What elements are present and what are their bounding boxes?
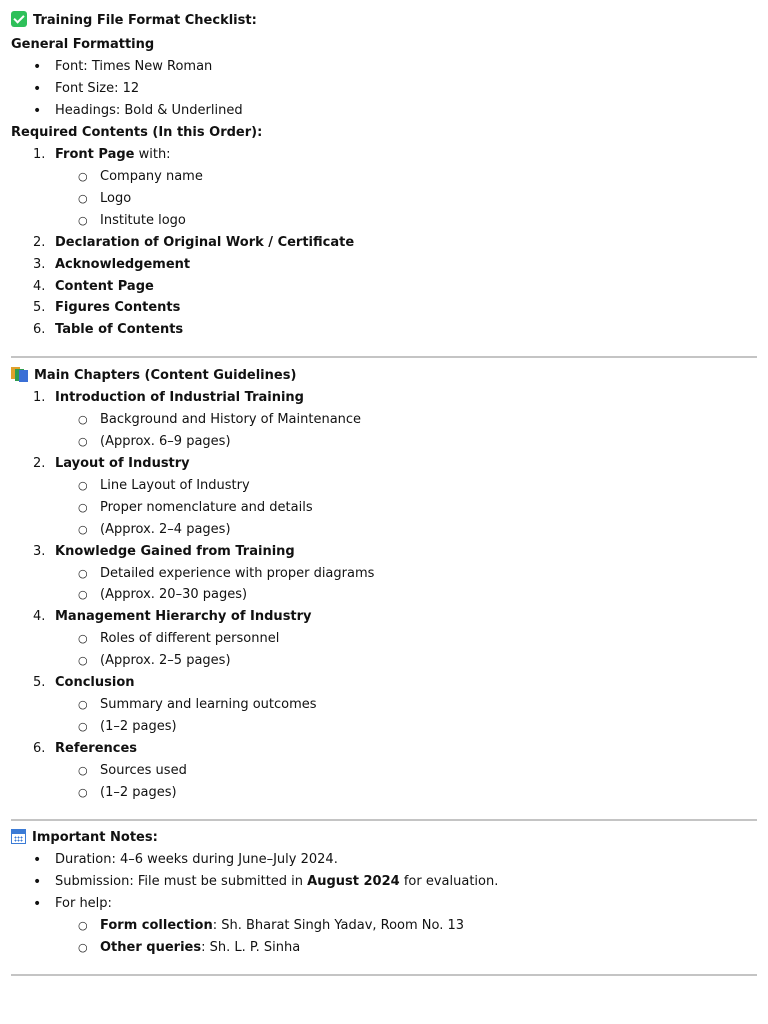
section-divider: [11, 356, 757, 358]
list-number: 1.: [33, 147, 46, 162]
section-divider: [11, 974, 757, 976]
required-subitem: Logo: [100, 191, 132, 206]
required-contents-heading: Required Contents (In this Order):: [11, 125, 263, 140]
list-number: 2.: [33, 456, 46, 471]
checklist-title: Training File Format Checklist:: [11, 11, 257, 31]
bullet-icon: •: [33, 896, 42, 912]
circle-bullet-icon: ○: [78, 214, 88, 227]
list-number: 4.: [33, 279, 46, 294]
circle-bullet-icon: ○: [78, 919, 88, 932]
list-number: 5.: [33, 675, 46, 690]
bullet-icon: •: [33, 852, 42, 868]
list-number: 6.: [33, 741, 46, 756]
circle-bullet-icon: ○: [78, 720, 88, 733]
chapter-subitem: Line Layout of Industry: [100, 478, 250, 493]
circle-bullet-icon: ○: [78, 632, 88, 645]
bullet-icon: •: [33, 103, 42, 119]
chapter-subitem: Roles of different personnel: [100, 631, 280, 646]
circle-bullet-icon: ○: [78, 435, 88, 448]
bullet-icon: •: [33, 81, 42, 97]
required-item: Declaration of Original Work / Certificate: [55, 235, 355, 250]
help-contact: Form collection: Sh. Bharat Singh Yadav, Room No. 13: [100, 918, 465, 933]
list-number: 5.: [33, 300, 46, 315]
general-item: Headings: Bold & Underlined: [55, 103, 243, 118]
chapter-subitem: (Approx. 20–30 pages): [100, 587, 248, 602]
chapter-subitem: Summary and learning outcomes: [100, 697, 317, 712]
circle-bullet-icon: ○: [78, 941, 88, 954]
check-mark-icon: [11, 11, 27, 27]
list-number: 4.: [33, 609, 46, 624]
chapter-subitem: (Approx. 2–5 pages): [100, 653, 231, 668]
list-number: 3.: [33, 257, 46, 272]
circle-bullet-icon: ○: [78, 523, 88, 536]
chapter-item: Knowledge Gained from Training: [55, 544, 295, 559]
chapter-item: Conclusion: [55, 675, 135, 690]
chapter-item: Introduction of Industrial Training: [55, 390, 304, 405]
chapter-subitem: (1–2 pages): [100, 785, 177, 800]
chapter-subitem: Background and History of Maintenance: [100, 412, 362, 427]
section-divider: [11, 819, 757, 821]
list-number: 6.: [33, 322, 46, 337]
general-item: Font Size: 12: [55, 81, 140, 96]
bullet-icon: •: [33, 59, 42, 75]
circle-bullet-icon: ○: [78, 170, 88, 183]
notes-title: Important Notes:: [11, 828, 158, 848]
submission-note: Submission: File must be submitted in August 2024 for evaluation.: [55, 874, 499, 889]
chapter-subitem: (Approx. 6–9 pages): [100, 434, 231, 449]
required-item: Content Page: [55, 279, 154, 294]
help-contact: Other queries: Sh. L. P. Sinha: [100, 940, 301, 955]
required-item: Front Page with:: [55, 147, 171, 162]
chapter-subitem: Sources used: [100, 763, 187, 778]
list-number: 1.: [33, 390, 46, 405]
help-note: For help:: [55, 896, 112, 911]
general-item: Font: Times New Roman: [55, 59, 213, 74]
general-formatting-heading: General Formatting: [11, 37, 155, 52]
chapter-item: Management Hierarchy of Industry: [55, 609, 312, 624]
circle-bullet-icon: ○: [78, 479, 88, 492]
calendar-icon: [11, 829, 26, 844]
chapter-subitem: (Approx. 2–4 pages): [100, 522, 231, 537]
circle-bullet-icon: ○: [78, 654, 88, 667]
chapter-subitem: Proper nomenclature and details: [100, 500, 313, 515]
circle-bullet-icon: ○: [78, 567, 88, 580]
books-icon: [11, 366, 28, 382]
chapter-subitem: Detailed experience with proper diagrams: [100, 566, 375, 581]
required-item: Acknowledgement: [55, 257, 191, 272]
duration-note: Duration: 4–6 weeks during June–July 2024.: [55, 852, 338, 867]
required-item: Figures Contents: [55, 300, 181, 315]
chapter-item: References: [55, 741, 138, 756]
list-number: 2.: [33, 235, 46, 250]
chapter-item: Layout of Industry: [55, 456, 190, 471]
list-number: 3.: [33, 544, 46, 559]
chapter-subitem: (1–2 pages): [100, 719, 177, 734]
circle-bullet-icon: ○: [78, 786, 88, 799]
circle-bullet-icon: ○: [78, 588, 88, 601]
chapters-title: Main Chapters (Content Guidelines): [11, 366, 296, 386]
circle-bullet-icon: ○: [78, 501, 88, 514]
circle-bullet-icon: ○: [78, 698, 88, 711]
required-subitem: Company name: [100, 169, 203, 184]
bullet-icon: •: [33, 874, 42, 890]
circle-bullet-icon: ○: [78, 192, 88, 205]
circle-bullet-icon: ○: [78, 764, 88, 777]
required-subitem: Institute logo: [100, 213, 186, 228]
required-item: Table of Contents: [55, 322, 184, 337]
circle-bullet-icon: ○: [78, 413, 88, 426]
